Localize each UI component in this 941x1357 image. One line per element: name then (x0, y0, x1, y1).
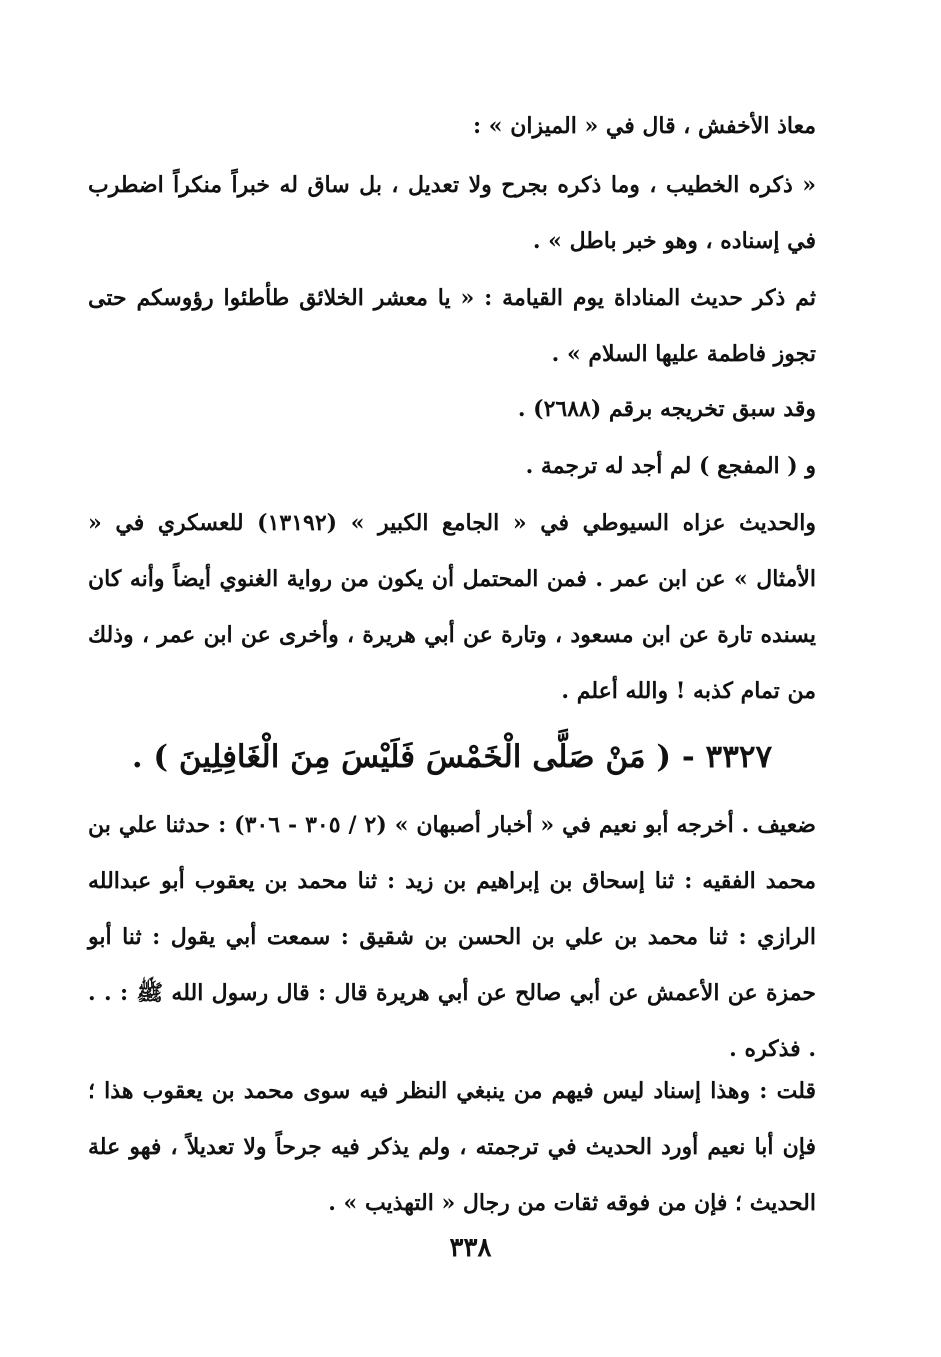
paragraph-2-quote: « ذكره الخطيب ، وما ذكره بجرح ولا تعديل ، بل ساق له خبراً منكراً اضطرب في إسناده ، وهو خبر باطل » . (88, 172, 816, 254)
hadith-heading: ٣٣٢٧ - ( مَنْ صَلَّى الْخَمْسَ فَلَيْسَ مِنَ الْغَافِلِينَ ) . (131, 739, 773, 775)
paragraph-6: والحديث عزاه السيوطي في « الجامع الكبير » (١٣١٩٢) للعسكري في « الأمثال » عن ابن عمر . فمن المحتمل أن يكون من رواية الغنوي أيضاً وأنه كان يسنده تارة عن ابن مسعود ، وتارة عن أبي هريرة ، وأخرى عن ابن عمر ، وذلك من تمام كذبه ! والله أعلم . (88, 510, 816, 704)
paragraph-1: معاذ الأخفش ، قال في « الميزان » : (473, 113, 816, 139)
paragraph-7-takhrij: ضعيف . أخرجه أبو نعيم في « أخبار أصبهان » (٢ / ٣٠٥ - ٣٠٦) : حدثنا علي بن محمد الفقيه : ثنا إسحاق بن إبراهيم بن زيد : ثنا محمد بن يعقوب أبو عبدالله الرازي : ثنا محمد بن علي بن الحسن بن شقيق : سمعت أبي يقول : ثنا أبو حمزة عن الأعمش عن أبي صالح عن أبي هريرة قال : قال رسول الله ﷺ : . . . فذكره . (88, 812, 816, 1062)
paragraph-5: و ( المفجع ) لم أجد له ترجمة . (525, 453, 816, 479)
paragraph-3: ثم ذكر حديث المناداة يوم القيامة : « يا معشر الخلائق طأطئوا رؤوسكم حتى تجوز فاطمة عليها السلام » . (88, 285, 816, 367)
paragraph-8-comment: قلت : وهذا إسناد ليس فيهم من ينبغي النظر فيه سوى محمد بن يعقوب هذا ؛ فإن أبا نعيم أورد الحديث في ترجمته ، ولم يذكر فيه جرحاً ولا تعديلاً ، فهو علة الحديث ؛ فإن من فوقه ثقات من رجال « التهذيب » . (88, 1078, 816, 1216)
paragraph-4: وقد سبق تخريجه برقم (٢٦٨٨) . (517, 396, 816, 422)
page-number: ٣٣٨ (449, 1233, 492, 1263)
